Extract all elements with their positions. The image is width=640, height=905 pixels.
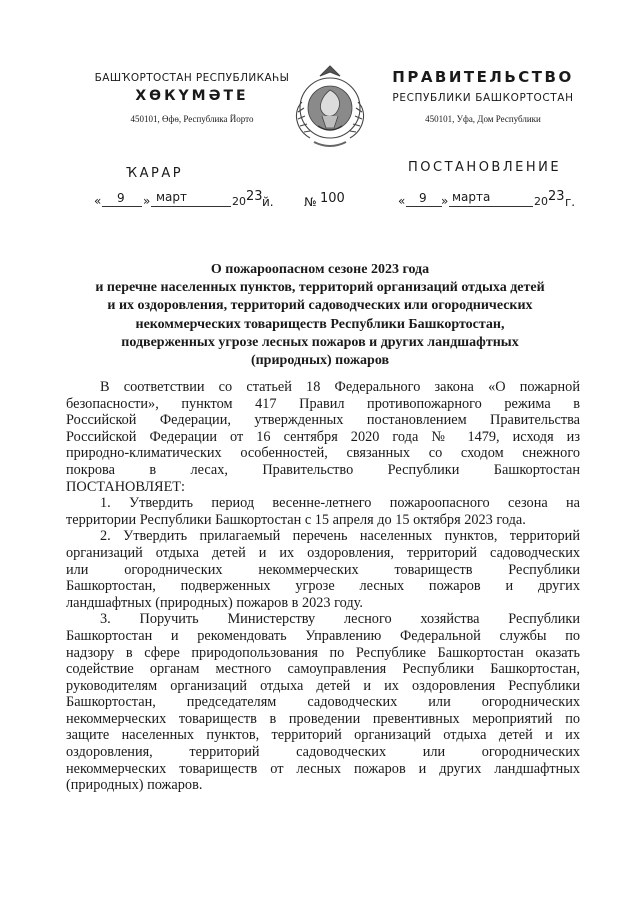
preamble-resolves: ПОСТАНОВЛЯЕТ:: [66, 478, 186, 495]
item-3-line: Башкортостан, председателям садоводческих или огороднических: [66, 694, 580, 711]
header-right-block: [378, 68, 588, 124]
preamble-line: безопасности», пунктом 417 Правил противопожарного режима в: [66, 395, 580, 412]
header-left-address: 450101, Өфө, Республика Йорто: [130, 114, 254, 124]
preamble-line: природно-климатических особенностей, связанных со сходом снежного: [66, 445, 580, 462]
item-3-line: надзору в сфере природопользования по Республике Башкортостан оказать: [66, 644, 580, 661]
header-right-government: ПРАВИТЕЛЬСТВО: [392, 68, 574, 86]
preamble-line: Российской Федерации от 16 сентября 2020 года № 1479, исходя из: [66, 428, 580, 445]
item-3-line: содействие органам местного самоуправления Республики Башкортостан,: [66, 661, 580, 678]
doc-type-right: ПОСТАНОВЛЕНИЕ: [408, 160, 562, 175]
item-3-line: (природных) пожаров.: [66, 777, 203, 794]
date-left-year-word: й.: [262, 195, 274, 209]
date-right-close-quote: »: [441, 194, 449, 208]
title-line: (природных) пожаров: [250, 353, 390, 369]
item-1-line: территории Республики Башкортостан с 15 апреля до 15 октября 2023 года.: [66, 511, 526, 528]
title-line: О пожароопасном сезоне 2023 года: [210, 262, 430, 277]
document-title: [60, 261, 580, 370]
item-2-line: Башкортостан, подверженных угрозе лесных пожаров и других: [66, 578, 580, 595]
date-right-year-prefix: 20: [534, 195, 548, 208]
coat-of-arms-emblem: [282, 58, 378, 154]
date-right-day-underline: [406, 206, 442, 207]
item-2-line: 2. Утвердить прилагаемый перечень населенных пунктов, территорий: [100, 528, 580, 545]
date-left-month-underline: [151, 206, 231, 207]
number-value: 100: [320, 191, 345, 206]
header-left-government: ХӨКҮМӘТЕ: [135, 88, 249, 104]
header-right-address: 450101, Уфа, Дом Республики: [425, 114, 541, 124]
date-left-month: март: [156, 190, 188, 204]
item-3-line: защите населенных пунктов, территорий организаций отдыха детей и их: [66, 727, 580, 744]
item-2-line: или огороднических некоммерческих товариществ Республики: [66, 561, 580, 578]
date-left-day-underline: [102, 206, 142, 207]
preamble-line: покрова в лесах, Правительство Республики Башкортостан: [66, 461, 580, 478]
title-line: подверженных угрозе лесных пожаров и других ландшафтных: [121, 334, 519, 350]
item-2-line: организаций отдыха детей и их оздоровления, территорий садоводческих: [66, 544, 580, 561]
date-left-day: 9: [117, 191, 125, 205]
date-left-year-suffix: 23: [246, 189, 263, 204]
date-right-month: марта: [452, 190, 491, 204]
date-right-year-word: г.: [565, 195, 576, 209]
item-3-line: руководителям организаций отдыха детей и их оздоровления Республики: [66, 677, 580, 694]
item-3-line: оздоровления, территорий садоводческих или огороднических: [66, 744, 580, 761]
date-right-open-quote: «: [398, 194, 406, 208]
item-3-line: Башкортостан и рекомендовать Управлению Федеральной службы по: [66, 627, 580, 644]
preamble-line: В соответствии со статьей 18 Федерального закона «О пожарной: [100, 379, 580, 395]
item-3-line: некоммерческих товариществ от лесных пожаров и других ландшафтных: [66, 760, 580, 777]
date-left-close-quote: »: [143, 194, 151, 208]
title-line: и перечне населенных пунктов, территорий организаций отдыха детей: [95, 280, 545, 296]
date-left-open-quote: «: [94, 194, 102, 208]
title-line: и их оздоровления, территорий садоводческих или огороднических: [107, 298, 533, 314]
item-3-line: некоммерческих товариществ в проведении превентивных мероприятий по: [66, 710, 580, 727]
title-line: некоммерческих товариществ Республики Башкортостан,: [135, 316, 505, 332]
date-right-month-underline: [449, 206, 533, 207]
preamble-line: Российской Федерации, утвержденных постановлением Правительства: [66, 412, 580, 429]
doc-type-left: ҠАРАР: [126, 166, 184, 181]
date-right-day: 9: [419, 191, 427, 205]
item-1-line: 1. Утвердить период весенне-летнего пожароопасного сезона на: [100, 495, 580, 512]
date-left-year-prefix: 20: [232, 195, 246, 208]
number-sign: №: [304, 195, 317, 209]
document-body: [66, 379, 580, 794]
date-right-year-suffix: 23: [548, 189, 565, 204]
item-2-line: ландшафтных (природных) пожаров в 2023 году.: [66, 594, 363, 611]
header-left-republic: БАШҠОРТОСТАН РЕСПУБЛИКАҺЫ: [94, 72, 290, 84]
header-right-republic: РЕСПУБЛИКИ БАШКОРТОСТАН: [392, 92, 574, 104]
item-3-line: 3. Поручить Министерству лесного хозяйства Республики: [100, 611, 580, 628]
header-left-block: [88, 72, 296, 124]
